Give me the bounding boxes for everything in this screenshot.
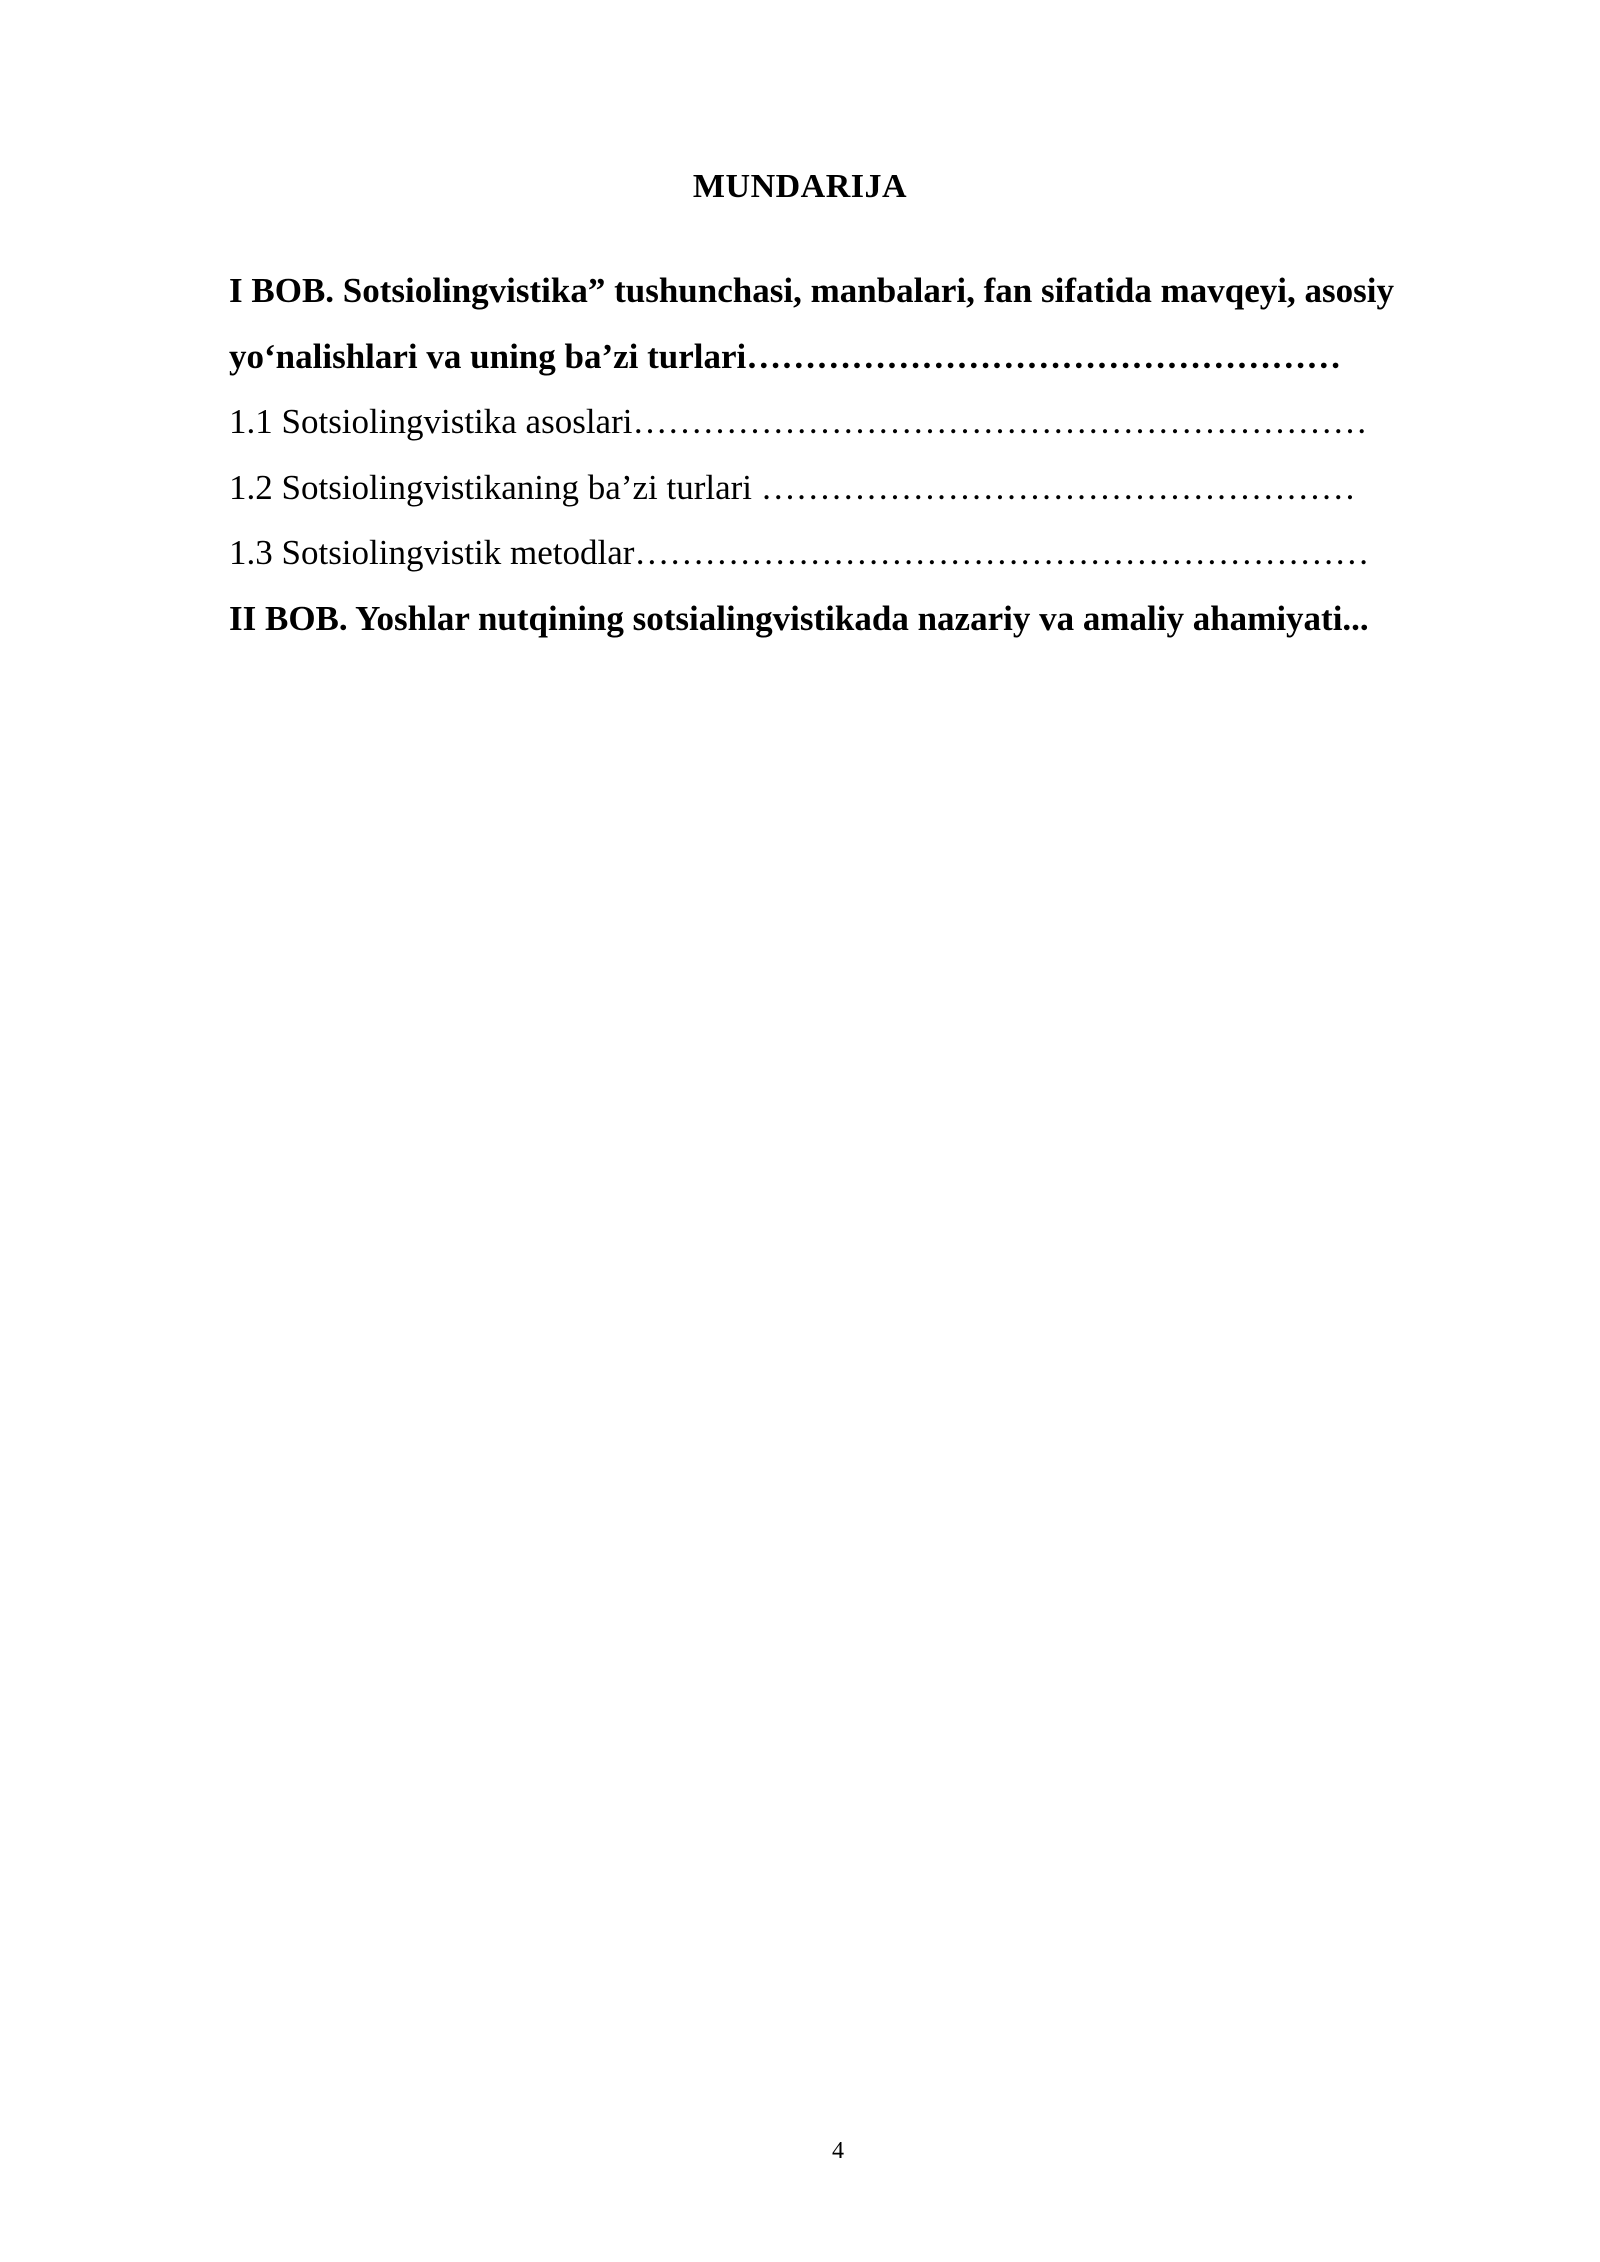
toc-section-1-3: 1.3 Sotsiolingvistik metodlar……………………………………………………… [229, 533, 1370, 572]
page-title: MUNDARIJA [692, 168, 908, 205]
toc-section-1-2: 1.2 Sotsiolingvistikaning ba’zi turlari …………………………………………… [229, 467, 1356, 507]
toc-chapter-2-heading: II BOB. Yoshlar nutqining sotsialingvistikada nazariy va amaliy ahamiyati... [229, 598, 1369, 638]
table-of-contents [229, 258, 1489, 651]
toc-chapter-1-heading-line-1: I BOB. Sotsiolingvistika” tushunchasi, manbalari, fan sifatida mavqeyi, asosiy [229, 271, 1394, 310]
page-number: 4 [832, 2138, 844, 2164]
toc-chapter-1-heading-line-2: yo‘nalishlari va uning ba’zi turlari…………………………………………… [229, 336, 1342, 376]
toc-section-1-1: 1.1 Sotsiolingvistika asoslari……………………………………………………… [229, 402, 1368, 441]
